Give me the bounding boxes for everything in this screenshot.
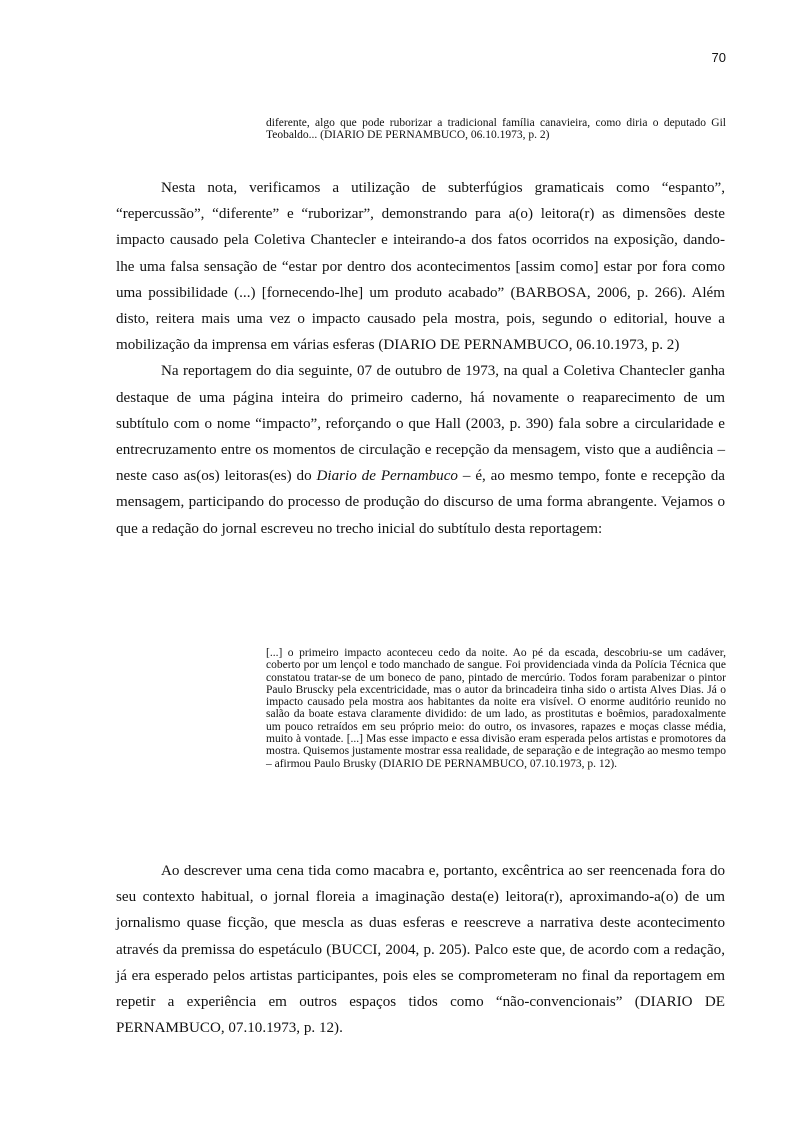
paragraph-reportagem-text-b: – é, ao mesmo tempo, fonte e recepção da mensagem, participando do processo de produção do discurso de uma forma abrangente. Vejamos o que a redação do jornal escreveu no trecho inicial do subtítulo desta reportagem:	[116, 468, 725, 537]
block-quote-top: diferente, algo que pode ruborizar a tradicional família canavieira, como diria o deputado Gil Teobaldo... (DIARIO DE PERNAMBUCO, 06.10.1973, p. 2)	[266, 117, 726, 142]
body-text-upper	[116, 175, 725, 542]
paragraph-reportagem-text-a: Na reportagem do dia seguinte, 07 de outubro de 1973, na qual a Coletiva Chantecler ganha destaque de uma página inteira do primeiro caderno, há novamente o reaparecimento de um subtítulo com o nome “impacto”, reforçando o que Hall (2003, p. 390) fala sobre a circularidade e entrecruzamento entre os momentos de circulação e recepção da mensagem, visto que a audiência – neste caso as(os) leitoras(es) do	[116, 363, 725, 485]
page-number: 70	[711, 50, 726, 65]
body-text-lower	[116, 858, 725, 1041]
newspaper-title-italic: Diario de Pernambuco	[316, 468, 458, 485]
paragraph-reportagem	[116, 358, 725, 541]
paragraph-conclusion: Ao descrever uma cena tida como macabra e, portanto, excêntrica ao ser reencenada fora do seu contexto habitual, o jornal floreia a imaginação desta(e) leitora(r), aproximando-a(o) de um jornalismo quase ficção, que mescla as duas esferas e reescreve a narrativa deste acontecimento através da premissa do espetáculo (BUCCI, 2004, p. 205). Palco este que, de acordo com a redação, já era esperado pelos artistas participantes, pois eles se comprometeram no final da reportagem em repetir a experiência em outros espaços tidos como “não-convencionais” (DIARIO DE PERNAMBUCO, 07.10.1973, p. 12).	[116, 863, 725, 1037]
block-quote-middle: [...] o primeiro impacto aconteceu cedo da noite. Ao pé da escada, descobriu-se um cadáver, coberto por um lençol e todo manchado de sangue. Foi providenciada vinda da Polícia Técnica que constatou tratar-se de um boneco de pano, pintado de mercúrio. Todos foram parabenizar o pintor Paulo Bruscky pela excentricidade, mas o autor da brincadeira tinha sido o artista Alves Dias. Já o impacto causado pela mostra aos habitantes da noite era visível. O enorme auditório reunido no salão da boate estava claramente dividido: de um lado, as prostitutas e boêmios, paradoxalmente um pouco retraídos em seu próprio meio: do outro, os invasores, rapazes e moças classe média, muito à vontade. [...] Mas esse impacto e essa divisão eram esperada pelos artistas e promotores da mostra. Quisemos justamente mostrar essa realidade, de separação e de integração ao mesmo tempo – afirmou Paulo Brusky (DIARIO DE PERNAMBUCO, 07.10.1973, p. 12).	[266, 647, 726, 770]
paragraph-analysis-nota: Nesta nota, verificamos a utilização de subterfúgios gramaticais como “espanto”, “repercussão”, “diferente” e “ruborizar”, demonstrando para a(o) leitora(r) as dimensões deste impacto causado pela Coletiva Chantecler e inteirando-a dos fatos ocorridos na exposição, dando-lhe uma falsa sensação de “estar por dentro dos acontecimentos [assim como] estar por fora como uma possibilidade (...) [fornecendo-lhe] um produto acabado” (BARBOSA, 2006, p. 266). Além disto, reitera mais uma vez o impacto causado pela mostra, pois, segundo o editorial, houve a mobilização da imprensa em várias esferas (DIARIO DE PERNAMBUCO, 06.10.1973, p. 2)	[116, 180, 725, 354]
